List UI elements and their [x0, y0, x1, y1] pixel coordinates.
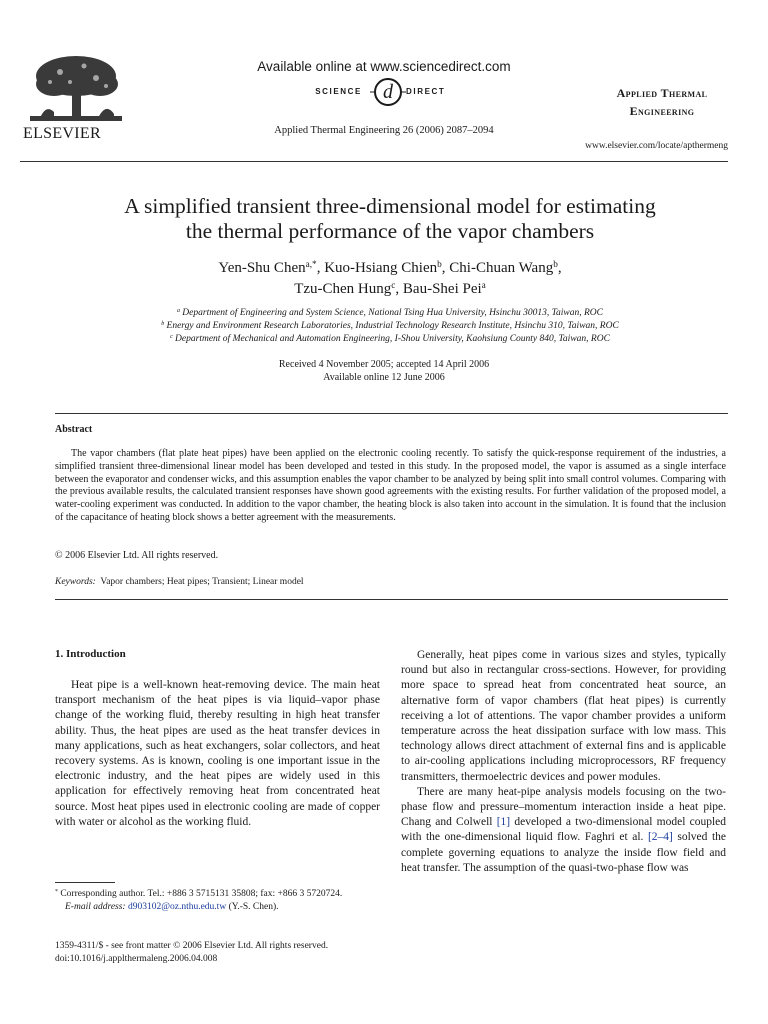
article-dates [0, 358, 768, 384]
author-affil-mark: c [391, 280, 396, 291]
author-separator: , [557, 260, 562, 276]
author-affil-mark: a [481, 280, 486, 291]
email-label: E-mail address: [65, 901, 126, 912]
affiliation-text: Department of Mechanical and Automation Engineering, I-Shou University, Kaohsiung County 840, Taiwan, ROC [175, 333, 610, 344]
sd-mark: d [383, 81, 393, 103]
citation-link[interactable]: [2–4] [647, 831, 673, 844]
journal-url[interactable]: www.elsevier.com/locate/apthermeng [585, 141, 728, 151]
affiliation-text: Energy and Environment Research Laboratories, Industrial Technology Research Institute, Hsinchu 310, Taiwan, ROC [166, 320, 619, 331]
footnote-mark: * [55, 888, 58, 895]
journal-brand-line2: Engineering [629, 104, 695, 118]
author-name: Bau-Shei Pei [402, 281, 482, 297]
issn-line: 1359-4311/$ - see front matter © 2006 Elsevier Ltd. All rights reserved. [55, 941, 329, 951]
corresponding-author-note [55, 888, 380, 901]
author-separator: , [316, 260, 325, 276]
abstract-heading: Abstract [55, 424, 93, 435]
article-title [40, 194, 740, 244]
body-paragraph: Generally, heat pipes come in various sizes and styles, typically round but also in rectangular cross-sections. However, for providing more space to spread heat from concentrated heat source, an alternative form of vapor chambers (flat heat pipes) is currently receiving a lot of attentions. The vapor chamber provides a uniform temperature across the heat dissipation surface with low mass. This technology allows direct attachment of external fins and is applicable to air-cooling applications including microprocessors, RF frequency transmitters, thermoelectric devices and power modules. [401, 649, 726, 783]
footnotes [55, 888, 380, 913]
body-paragraph [401, 785, 726, 876]
title-line-1: A simplified transient three-dimensional model for estimating [124, 194, 656, 218]
abstract-text: The vapor chambers (flat plate heat pipes) have been applied on the electronic cooling recently. To satisfy the quick-response requirement of the industries, a simplified transient three-dimensional linear model has been developed and tested in this study. In the proposed model, the vapor is assumed as a single interface between the evaporator and condenser wicks, and this assumption enables the vapor chamber to be analyzed by being split into small control volumes. Comparing with the previous available results, the calculated transient responses have shown good agreements with the existing results. For further validation of the proposed model, a water-cooling experiment was conducted. In addition to the vapor chamber, the heating block is also taken into account in the simulation. It is found that the inclusion of the capacitance of heating block shows a better agreement with the measurements. [55, 448, 726, 523]
journal-brand [592, 84, 732, 120]
right-column [401, 648, 726, 876]
publisher-name: ELSEVIER [23, 125, 101, 142]
journal-brand-line1: Applied Thermal [616, 86, 708, 100]
citation-link[interactable]: [1] [496, 816, 511, 829]
affiliation-mark: c [170, 333, 173, 340]
front-matter [55, 940, 328, 965]
body-text: solved the complete governing equations to analyze the inside flow field and heat transfer. The assumption of the quasi-two-phase flow was [401, 831, 726, 874]
doi-line[interactable]: doi:10.1016/j.applthermaleng.2006.04.008 [55, 953, 218, 964]
keywords-label: Keywords: [55, 577, 96, 587]
body-paragraph: Heat pipe is a well-known heat-removing device. The main heat transport mechanism of the heat pipes is via liquid–vapor phase change of the working fluid, thereby resulting in high heat transfer ability. Thus, the heat pipes are used as the heat transfer devices in many applications, such as heat exchangers, solar collectors, and heat recovery systems. As is known, cooling is one important issue in the electronic industry, and the heat pipes are widely used in this application for effectively removing heat from concentrated heat source. Most heat pipes used in electronic cooling are made of copper with water or alcohol as the working fluid. [55, 679, 380, 828]
affiliation-a [80, 307, 700, 320]
available-online-text: Available online at www.sciencedirect.com [257, 59, 511, 74]
affiliation-b [80, 320, 700, 333]
abstract-divider-top [55, 413, 728, 414]
affiliations [80, 307, 700, 345]
abstract-copyright: © 2006 Elsevier Ltd. All rights reserved. [55, 550, 219, 561]
author-name: Chi-Chuan Wang [449, 260, 554, 276]
author-affil-mark: b [553, 259, 558, 270]
body-text: developed a two-dimensional model coupled with the one-dimensional liquid flow. Faghri et al. [401, 816, 727, 844]
affiliation-mark: b [161, 320, 165, 327]
title-line-2: the thermal performance of the vapor chambers [185, 219, 595, 243]
email-note [55, 901, 380, 914]
author-separator: , [395, 281, 403, 297]
author-separator: , [441, 260, 450, 276]
body-text: There are many heat-pipe analysis models focusing on the two-phase flow and pressure–momentum interaction inside a heat pipe. Chang and Colwell [401, 785, 726, 829]
sciencedirect-left: SCIENCE [315, 87, 362, 96]
author-name: Tzu-Chen Hung [294, 281, 392, 297]
author-name: Yen-Shu Chen [218, 260, 306, 276]
keywords-list: Vapor chambers; Heat pipes; Transient; Linear model [100, 577, 304, 587]
email-link[interactable]: d903102@oz.nthu.edu.tw [127, 901, 227, 912]
affiliation-c [80, 333, 700, 346]
author-affil-mark: b [437, 259, 442, 270]
header-divider [20, 161, 728, 162]
author-name: Kuo-Hsiang Chien [324, 260, 438, 276]
abstract-divider-bottom [55, 599, 728, 600]
section-heading: 1. Introduction [55, 648, 126, 660]
email-suffix: (Y.-S. Chen). [228, 901, 279, 912]
journal-reference: Applied Thermal Engineering 26 (2006) 2087–2094 [274, 125, 494, 136]
author-affil-mark: a,* [305, 259, 317, 270]
author-list [40, 258, 740, 300]
keywords [55, 577, 304, 587]
footnote-divider [55, 882, 115, 883]
sciencedirect-right: DIRECT [406, 87, 446, 96]
affiliation-text: Department of Engineering and System Science, National Tsing Hua University, Hsinchu 30013, Taiwan, ROC [182, 308, 604, 318]
received-date: Received 4 November 2005; accepted 14 April 2006 [278, 359, 490, 370]
author-line-2 [40, 279, 740, 300]
left-column [55, 678, 380, 830]
author-line-1 [40, 258, 740, 279]
available-date: Available online 12 June 2006 [323, 372, 445, 383]
corresponding-text: Corresponding author. Tel.: +886 3 5715131 35808; fax: +866 3 5720724. [60, 889, 343, 899]
affiliation-mark: a [176, 307, 180, 314]
